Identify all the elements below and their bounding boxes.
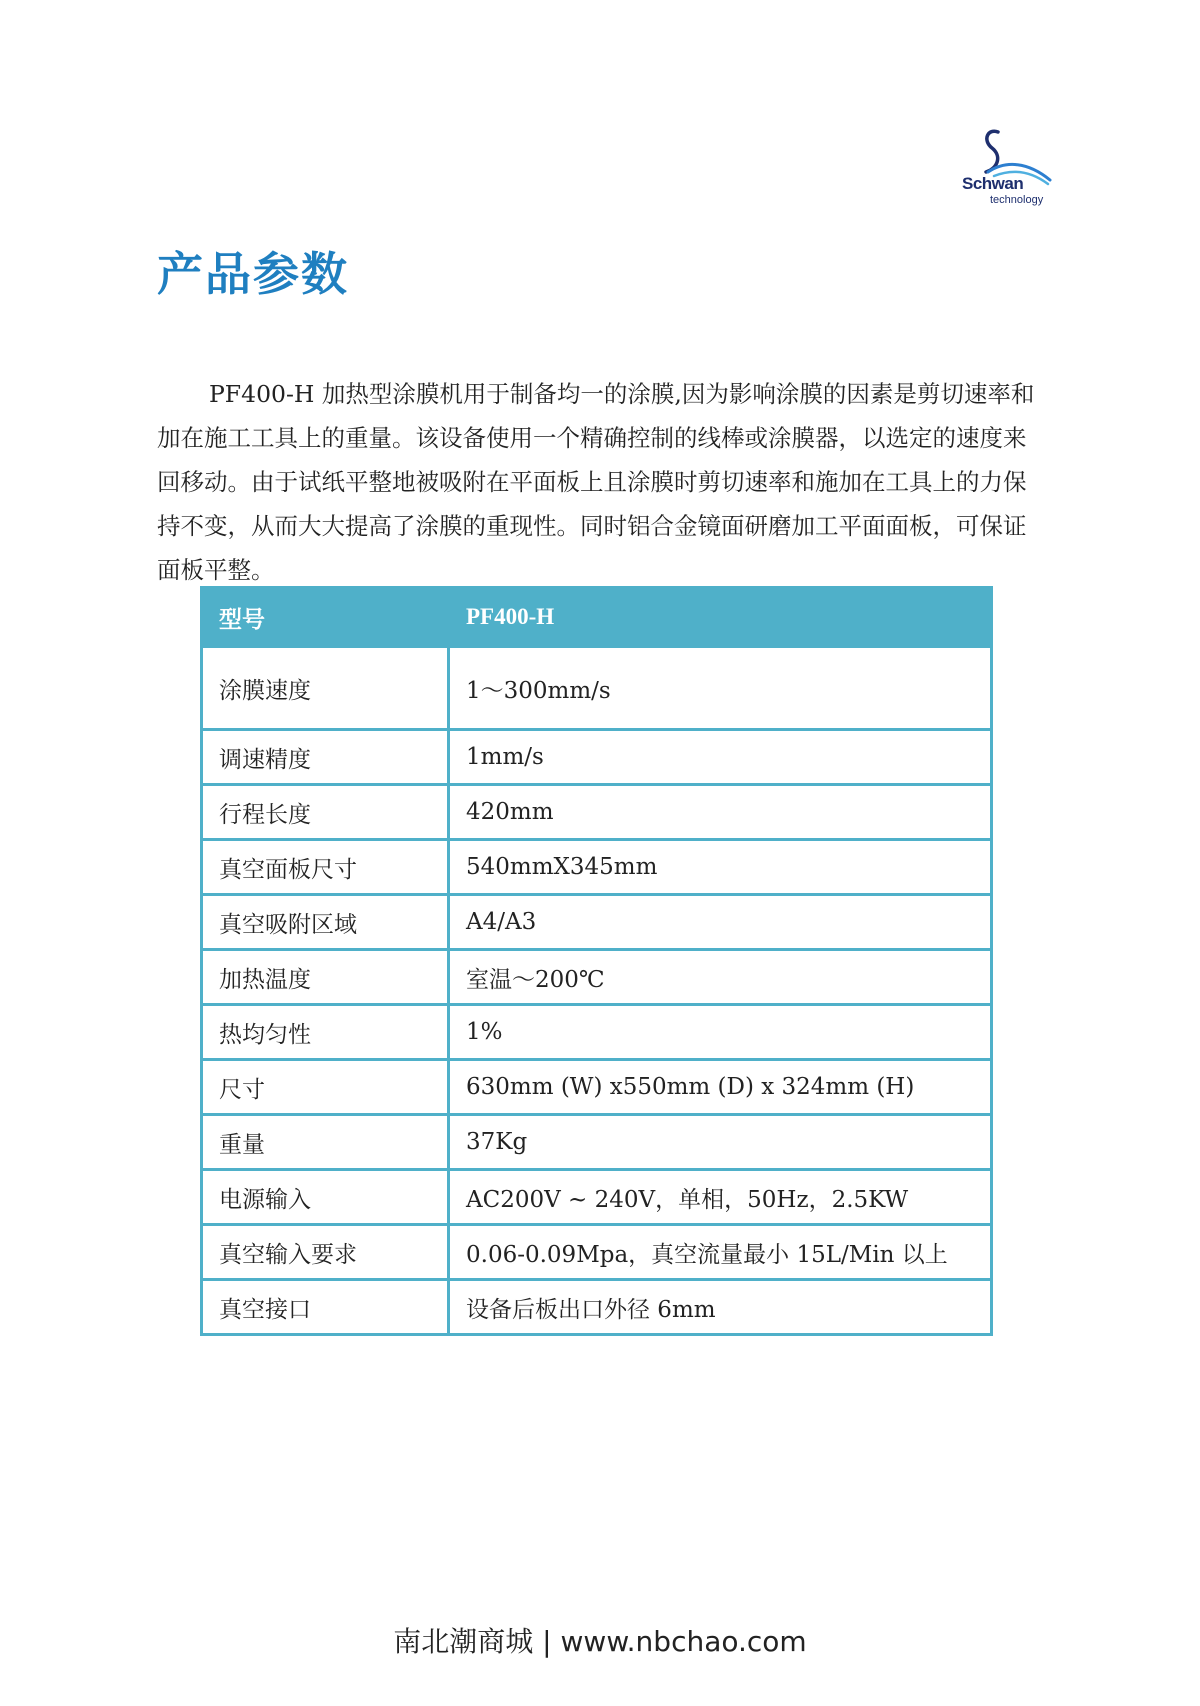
table-row <box>202 1060 992 1115</box>
table-row <box>202 730 992 785</box>
param-value: A4/A3 <box>449 895 992 950</box>
param-value: 1% <box>449 1005 992 1060</box>
header-value: PF400-H <box>449 588 992 647</box>
param-name: 重量 <box>202 1115 449 1170</box>
table-row <box>202 1115 992 1170</box>
table-row <box>202 1225 992 1280</box>
intro-paragraph: PF400-H 加热型涂膜机用于制备均一的涂膜,因为影响涂膜的因素是剪切速率和加在施工工具上的重量。该设备使用一个精确控制的线棒或涂膜器，以选定的速度来回移动。由于试纸平整地被吸附在平面板上且涂膜时剪切速率和施加在工具上的力保持不变，从而大大提高了涂膜的重现性。同时铝合金镜面研磨加工平面面板，可保证面板平整。 <box>157 380 1035 584</box>
table-row <box>202 1170 992 1225</box>
param-name: 真空吸附区域 <box>202 895 449 950</box>
page-title: 产品参数 <box>157 247 349 301</box>
param-value: 设备后板出口外径 6mm <box>449 1280 992 1335</box>
param-name: 电源输入 <box>202 1170 449 1225</box>
param-name: 调速精度 <box>202 730 449 785</box>
param-name: 真空接口 <box>202 1280 449 1335</box>
header-key: 型号 <box>202 588 449 647</box>
table-row <box>202 647 992 730</box>
logo-subtitle: technology <box>990 194 1044 206</box>
table-header-row <box>202 588 992 647</box>
table-row <box>202 785 992 840</box>
param-name: 热均匀性 <box>202 1005 449 1060</box>
param-value: 0.06-0.09Mpa，真空流量最小 15L/Min 以上 <box>449 1225 992 1280</box>
param-name: 加热温度 <box>202 950 449 1005</box>
param-name: 真空面板尺寸 <box>202 840 449 895</box>
param-value: 540mmX345mm <box>449 840 992 895</box>
param-value: 630mm (W) x550mm (D) x 324mm (H) <box>449 1060 992 1115</box>
param-value: 室温～200℃ <box>449 950 992 1005</box>
param-name: 行程长度 <box>202 785 449 840</box>
param-value: 1～300mm/s <box>449 647 992 730</box>
table-row <box>202 950 992 1005</box>
param-value: AC200V ~ 240V，单相，50Hz，2.5KW <box>449 1170 992 1225</box>
param-name: 涂膜速度 <box>202 647 449 730</box>
footer-watermark: 南北潮商城 | www.nbchao.com <box>393 1625 807 1658</box>
table-row <box>202 895 992 950</box>
param-name: 尺寸 <box>202 1060 449 1115</box>
table-row <box>202 1280 992 1335</box>
param-name: 真空输入要求 <box>202 1225 449 1280</box>
table-row <box>202 1005 992 1060</box>
table-row <box>202 840 992 895</box>
param-value: 420mm <box>449 785 992 840</box>
param-value: 1mm/s <box>449 730 992 785</box>
parameter-table <box>200 586 993 1336</box>
param-value: 37Kg <box>449 1115 992 1170</box>
logo-brand: Schwan <box>962 174 1024 193</box>
